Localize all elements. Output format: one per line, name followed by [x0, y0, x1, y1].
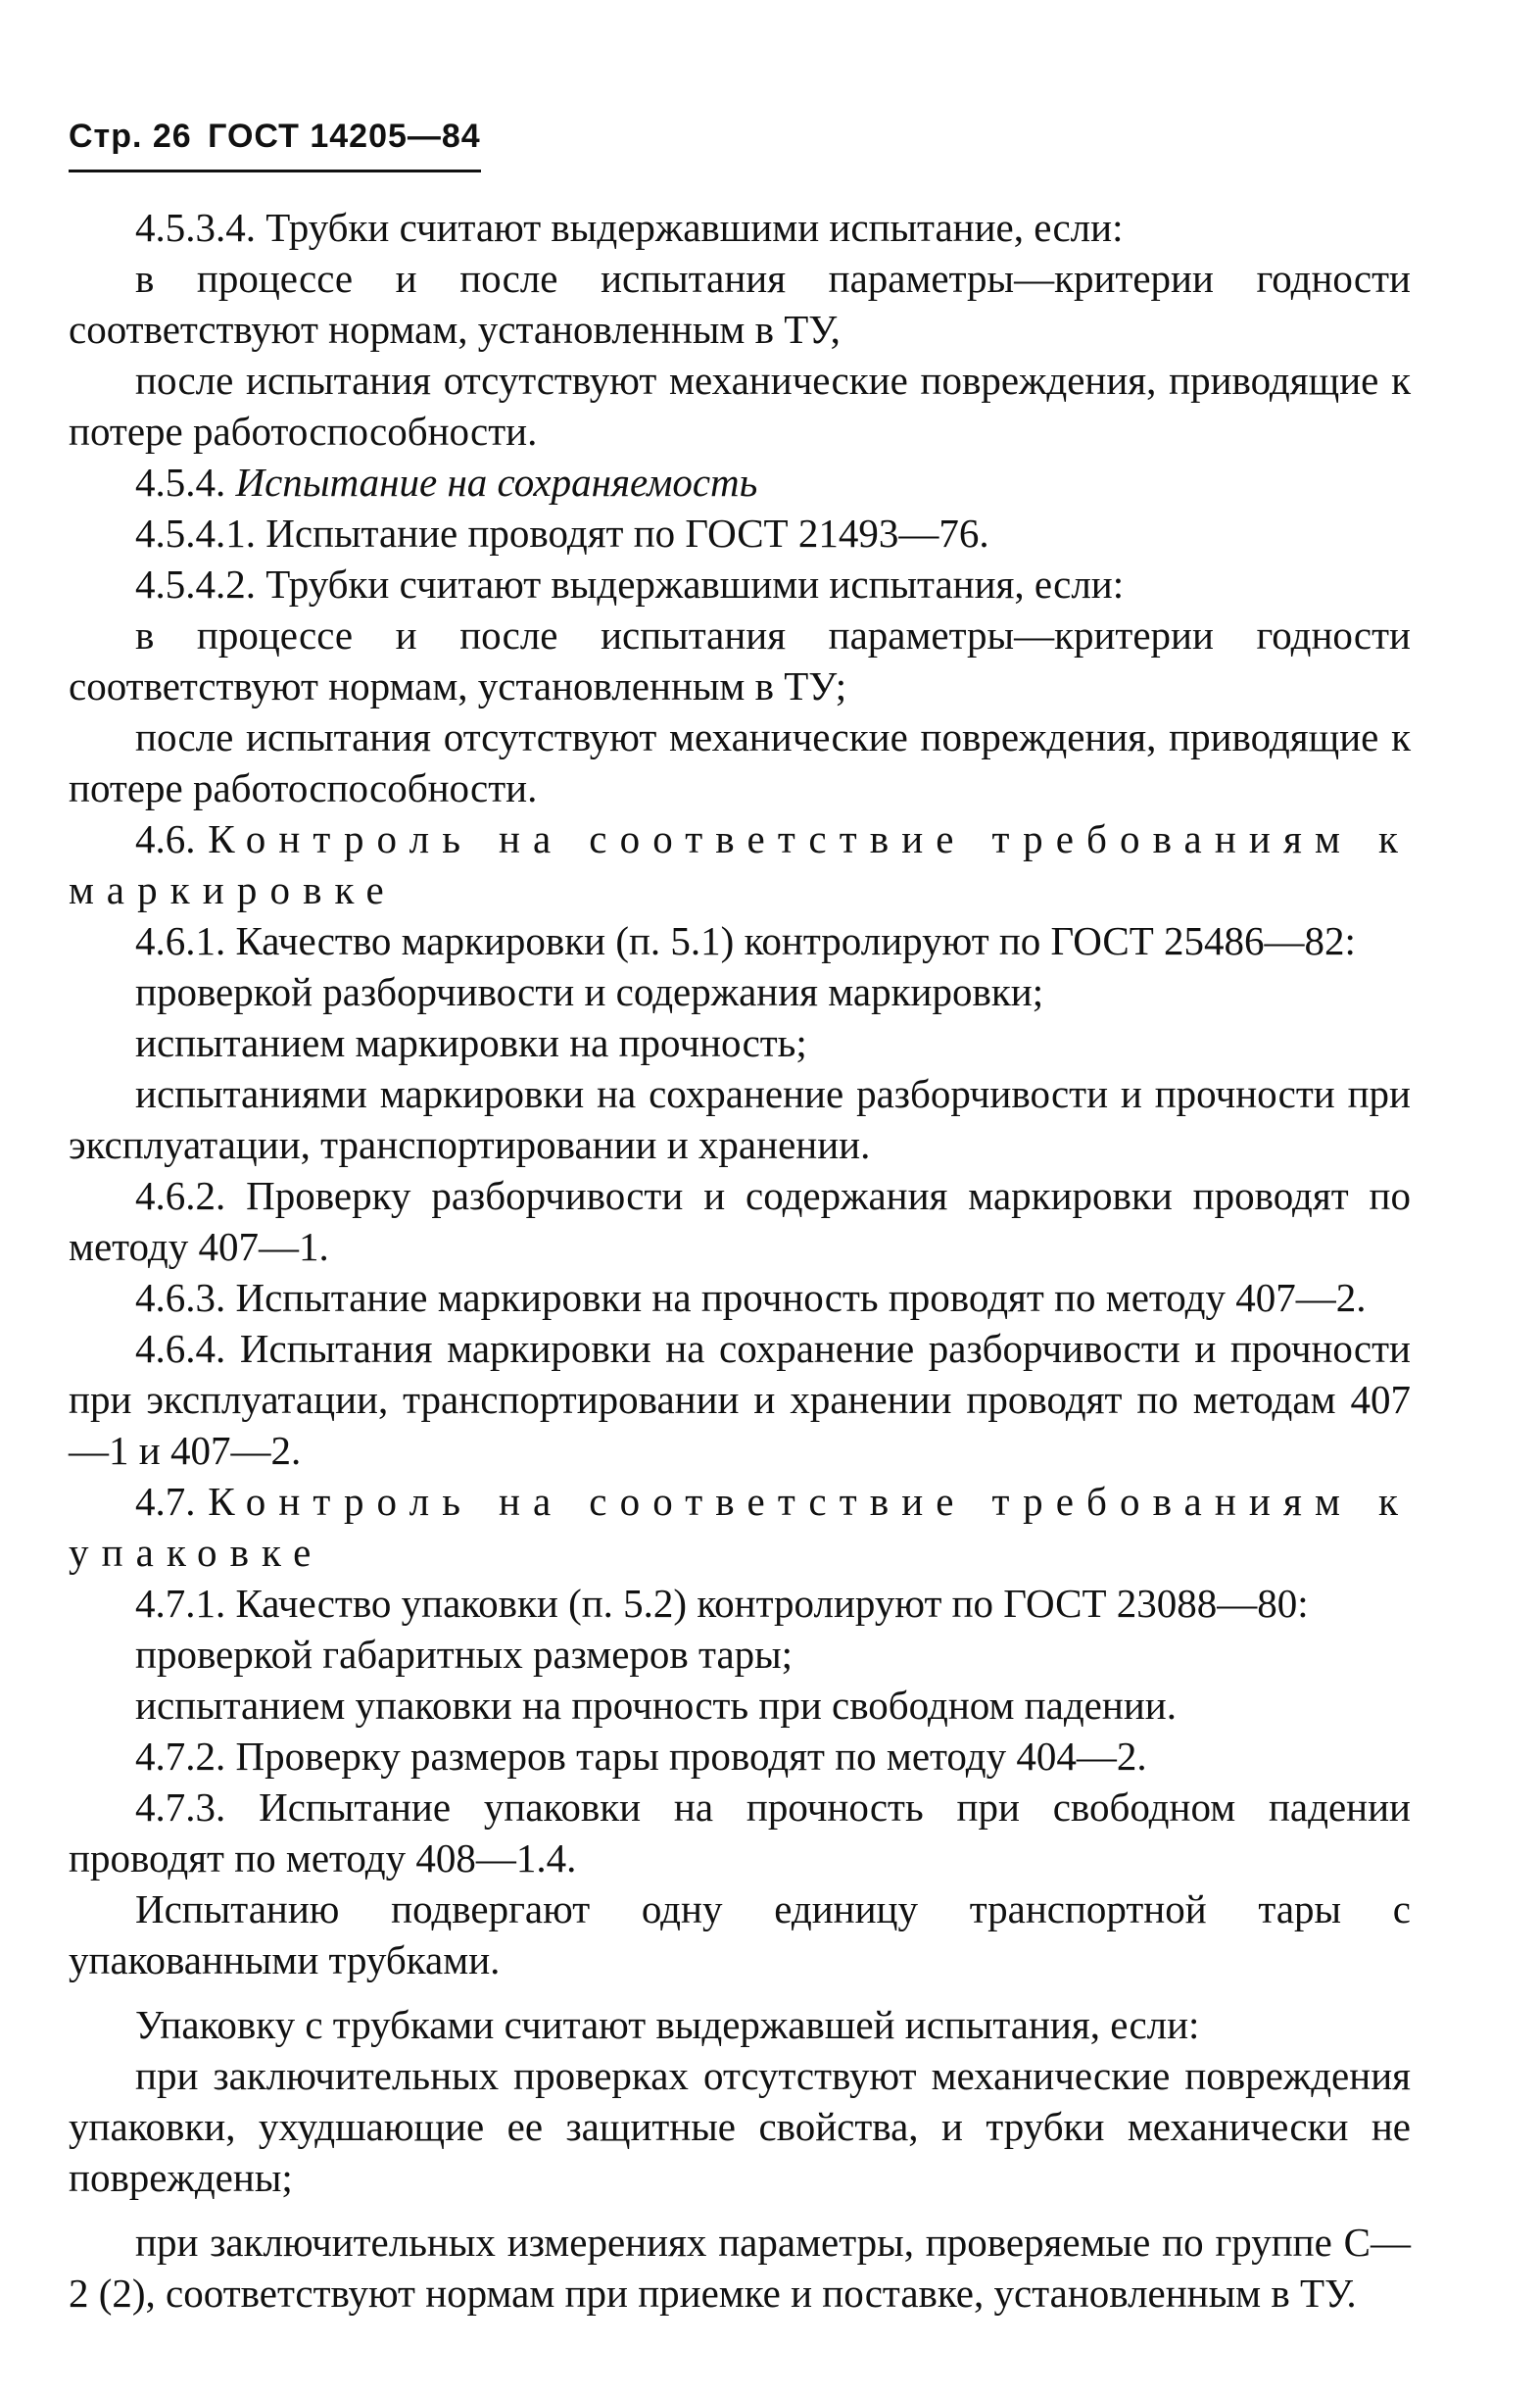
paragraph: 4.5.3.4. Трубки считают выдержавшими испытание, если: [135, 205, 1124, 250]
paragraph: 4.6.4. Испытания маркировки на сохранение разборчивости и прочности при эксплуатации, транспортировании и хранении проводят по методам 407—1 и 407—2. [69, 1326, 1411, 1473]
paragraph: Упаковку с трубками считают выдержавшей испытания, если: [135, 2002, 1200, 2047]
paragraph: при заключительных измерениях параметры, проверяемые по группе С—2 (2), соответствуют нормам при приемке и поставке, установленным в ТУ. [69, 2220, 1411, 2316]
paragraph: испытанием упаковки на прочность при свободном падении. [135, 1683, 1177, 1728]
paragraph: 4.5.4.2. Трубки считают выдержавшими испытания, если: [135, 562, 1125, 607]
paragraph: 4.5.4.1. Испытание проводят по ГОСТ 21493—76. [135, 511, 989, 556]
document-page [69, 118, 1411, 2319]
paragraph [69, 457, 1411, 508]
paragraph: в процессе и после испытания параметры—критерии годности соответствуют нормам, установленным в ТУ; [69, 612, 1411, 709]
section-title: Контроль на соответствие требованиям к маркировке [69, 816, 1411, 912]
paragraph: после испытания отсутствуют механические повреждения, приводящие к потере работоспособности. [69, 714, 1411, 810]
paragraph: в процессе и после испытания параметры—критерии годности соответствуют нормам, установленным в ТУ, [69, 256, 1411, 352]
paragraph: 4.7.2. Проверку размеров тары проводят по методу 404—2. [135, 1734, 1147, 1779]
paragraph: Испытанию подвергают одну единицу транспортной тары с упакованными трубками. [69, 1886, 1411, 1982]
paragraph: при заключительных проверках отсутствуют механические повреждения упаковки, ухудшающие ее защитные свойства, и трубки механически не повреждены; [69, 2053, 1411, 2200]
standard-number: ГОСТ 14205—84 [208, 118, 481, 155]
document-body [69, 202, 1411, 2319]
paragraph [69, 813, 1411, 915]
paragraph: 4.6.1. Качество маркировки (п. 5.1) контролируют по ГОСТ 25486—82: [135, 918, 1356, 963]
paragraph: после испытания отсутствуют механические повреждения, приводящие к потере работоспособности. [69, 358, 1411, 454]
paragraph: испытанием маркировки на прочность; [135, 1020, 807, 1065]
paragraph: испытаниями маркировки на сохранение разборчивости и прочности при эксплуатации, транспортировании и хранении. [69, 1071, 1411, 1167]
paragraph: 4.6.2. Проверку разборчивости и содержания маркировки проводят по методу 407—1. [69, 1173, 1411, 1269]
paragraph: 4.6.3. Испытание маркировки на прочность проводят по методу 407—2. [135, 1275, 1367, 1320]
paragraph: 4.7.1. Качество упаковки (п. 5.2) контролируют по ГОСТ 23088—80: [135, 1581, 1309, 1626]
section-title: Испытание на сохраняемость [235, 460, 758, 505]
paragraph: проверкой габаритных размеров тары; [135, 1632, 794, 1677]
paragraph: проверкой разборчивости и содержания маркировки; [135, 969, 1044, 1014]
page-number: Стр. 26 [69, 118, 192, 155]
running-header [69, 118, 481, 172]
paragraph: 4.7.3. Испытание упаковки на прочность при свободном падении проводят по методу 408—1.4. [69, 1784, 1411, 1881]
section-number: 4.6. [135, 816, 196, 861]
section-number: 4.7. [135, 1479, 196, 1524]
paragraph [69, 1476, 1411, 1578]
section-title: Контроль на соответствие требованиям к упаковке [69, 1479, 1411, 1575]
section-number: 4.5.4. [135, 460, 226, 505]
